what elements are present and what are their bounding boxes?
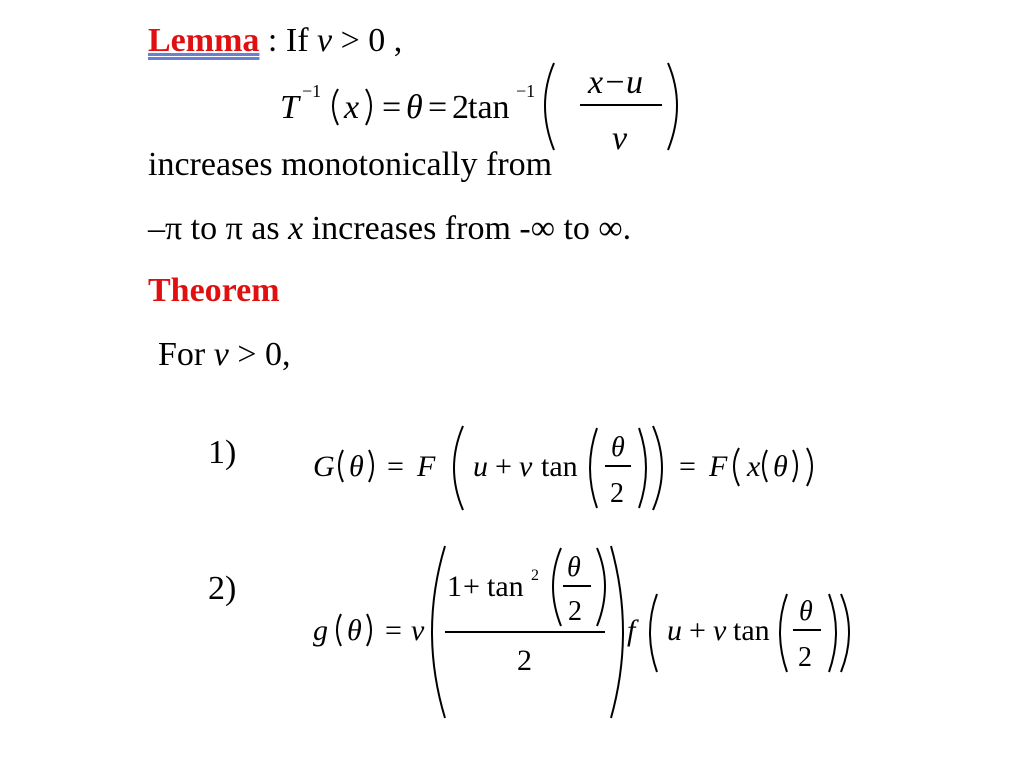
item2-f-rparen [841, 594, 849, 672]
formula-num: x−u [588, 64, 644, 101]
item2-f: f [627, 614, 636, 647]
formula-coef: 2 [452, 89, 469, 126]
item2-lparen1 [337, 614, 341, 646]
item1-eq2: = [679, 450, 696, 483]
item1-F2: F [709, 450, 728, 483]
item2-u: u [667, 614, 682, 647]
item1-rparen2 [807, 448, 812, 486]
item1-frac-den: 2 [610, 478, 624, 509]
item2-mid-rparen [829, 594, 836, 672]
item-2-formula [305, 540, 865, 725]
item2-one: 1 [447, 570, 462, 603]
item2-rparen1 [367, 614, 371, 646]
item1-plus: + [495, 450, 512, 483]
lemma-line-2-var: x [288, 210, 304, 247]
item2-tan: tan [487, 570, 524, 603]
item1-G: G [313, 450, 335, 483]
item2-sq: 2 [531, 567, 539, 584]
lemma-formula [270, 55, 690, 160]
lemma-line-2 [148, 210, 631, 248]
item2-v2: v [713, 614, 727, 647]
theorem-label: Theorem [148, 272, 280, 309]
lemma-line-1: increases monotonically from [148, 146, 553, 183]
item2-g: g [313, 614, 328, 647]
item1-u: u [473, 450, 488, 483]
formula-den: v [612, 120, 628, 157]
item1-rparen3 [793, 450, 797, 482]
item2-plus: + [463, 570, 480, 603]
item2-frac-den: 2 [798, 642, 812, 673]
item1-rparen1 [369, 450, 373, 482]
formula-eq1: = [382, 89, 402, 126]
item-1-formula [305, 420, 845, 515]
lemma-line-2-b: increases from -∞ to ∞. [303, 210, 632, 247]
item1-theta: θ [349, 450, 364, 483]
lemma-condition-rest: > 0 , [340, 22, 403, 59]
lemma-label: Lemma [148, 22, 260, 59]
item1-mid-lparen [590, 428, 597, 508]
item2-theta: θ [347, 614, 362, 647]
item-1-number: 1) [208, 434, 237, 471]
item1-x: x [747, 450, 761, 483]
item-2-number: 2) [208, 570, 237, 607]
item1-lparen3 [763, 450, 767, 482]
item2-v: v [411, 614, 425, 647]
item1-tan: tan [541, 450, 578, 483]
lemma-condition-var: v [317, 22, 333, 59]
item2-frac-num: θ [799, 596, 813, 627]
item1-big-lparen [454, 426, 463, 510]
item2-inner-num: θ [567, 552, 581, 583]
item2-f-lparen [650, 594, 657, 672]
formula-eq2: = [428, 89, 448, 126]
lemma-line-2-a: –π to π as [148, 210, 289, 247]
formula-T-sup: −1 [302, 81, 322, 101]
item2-mid-lparen [780, 594, 787, 672]
item2-inner-rparen [597, 548, 605, 626]
item2-inner-lparen [553, 548, 561, 626]
formula-T: T [280, 89, 299, 126]
item1-mid-rparen [639, 428, 646, 508]
formula-big-rparen [668, 63, 677, 150]
formula-tan-sup: −1 [516, 81, 536, 101]
item1-v: v [519, 450, 533, 483]
formula-rparen [366, 89, 371, 125]
theorem-cond-var: v [213, 336, 229, 373]
formula-tan: tan [468, 89, 510, 126]
theorem-cond-rest: > 0, [228, 336, 291, 373]
item2-inner-den: 2 [568, 596, 582, 627]
item1-lparen2 [734, 448, 739, 486]
item1-big-rparen [653, 426, 662, 510]
formula-lparen [333, 89, 338, 125]
formula-x: x [344, 89, 360, 126]
formula-big-lparen [545, 63, 554, 150]
item1-theta2: θ [773, 450, 788, 483]
item1-lparen1 [339, 450, 343, 482]
item2-big-rparen [611, 546, 623, 718]
lemma-condition-prefix: If [285, 22, 309, 59]
item2-plus2: + [689, 614, 706, 647]
formula-theta: θ [406, 89, 423, 126]
item2-tan2: tan [733, 614, 770, 647]
theorem-condition [158, 336, 291, 374]
item1-F: F [417, 450, 436, 483]
item1-frac-num: θ [611, 432, 625, 463]
item2-eq: = [385, 614, 402, 647]
item1-eq: = [387, 450, 404, 483]
item2-big-den: 2 [517, 644, 532, 677]
lemma-colon: : [267, 22, 278, 59]
item2-big-lparen [432, 546, 445, 718]
theorem-cond-prefix: For [158, 336, 214, 373]
